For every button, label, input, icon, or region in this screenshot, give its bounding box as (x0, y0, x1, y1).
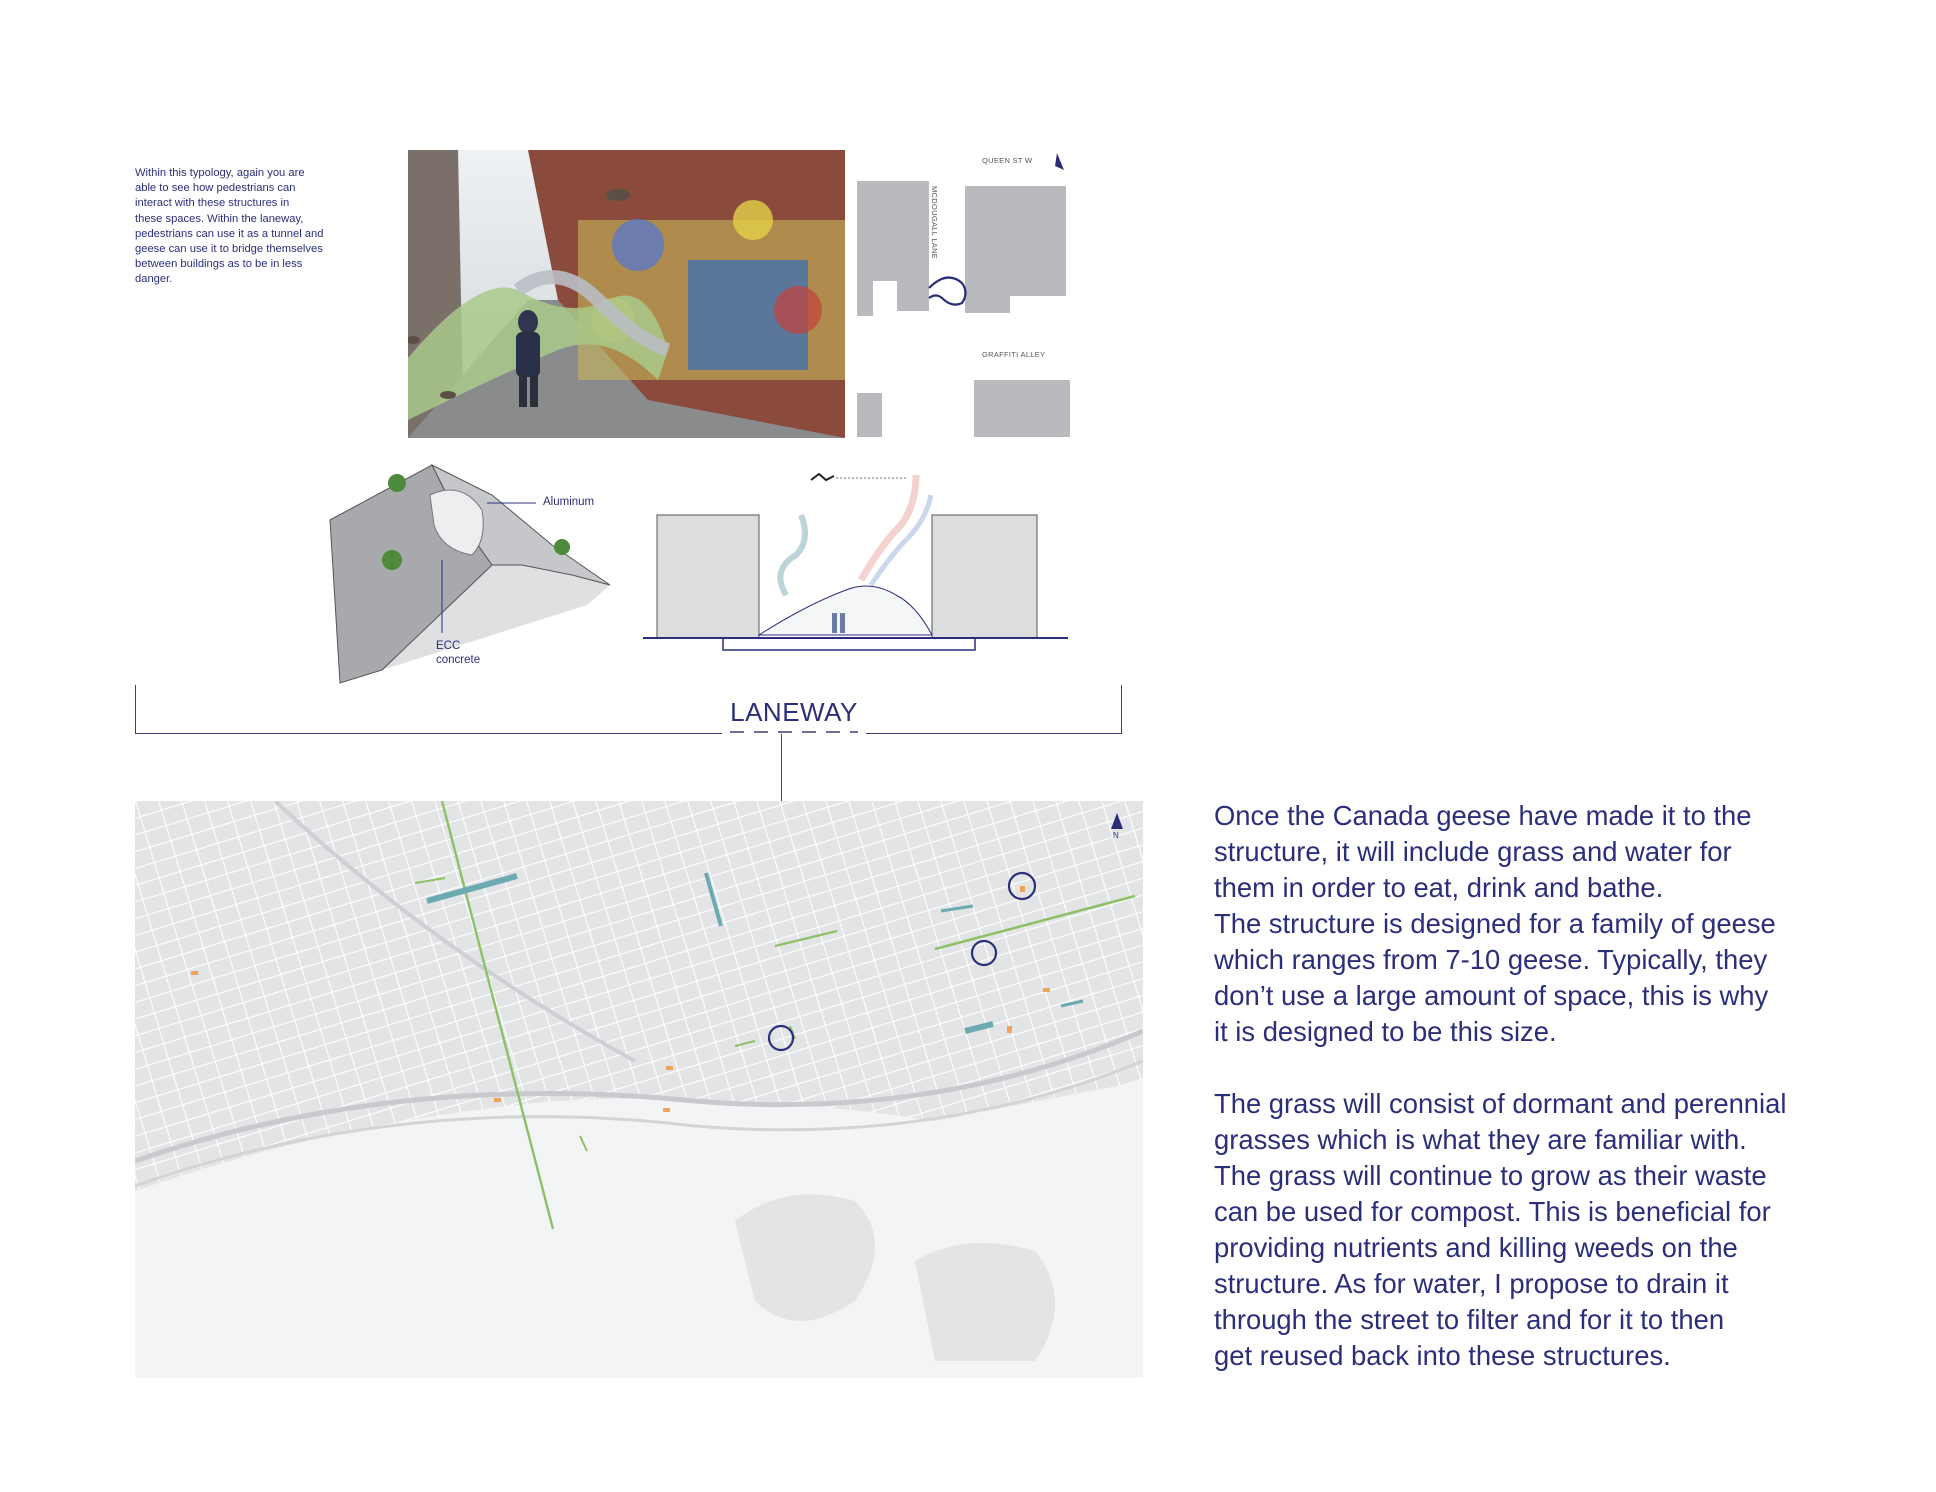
description-text (1214, 798, 1864, 1410)
north-label: N (1113, 831, 1119, 840)
city-map (135, 801, 1143, 1378)
description-paragraph-2: The grass will consist of dormant and perennial grasses which is what they are familiar with. The grass will continue to grow as their waste can be used for compost. This is beneficial for providing nutrients and killing weeds on the structure. As for water, I propose to drain it through the street to filter and for it to then get reused back into these structures. (1214, 1088, 1787, 1371)
description-paragraph-1: Once the Canada geese have made it to the structure, it will include grass and water for them in order to eat, drink and bathe. The structure is designed for a family of geese which ranges from 7-10 geese. Typically, they don’t use a large amount of space, this is why it is designed to be this size. (1214, 800, 1776, 1047)
laneway-collage-image (408, 150, 845, 438)
laneway-bracket (135, 685, 1122, 734)
queen-street-label: QUEEN ST W (982, 156, 1033, 165)
ecc-concrete-label: ECC concrete (436, 640, 481, 666)
laneway-title: LANEWAY (730, 697, 858, 727)
material-model-diagram (322, 455, 622, 695)
title-underline (730, 731, 858, 733)
laneway-section-diagram (636, 455, 1076, 685)
graffiti-alley-label: GRAFFITI ALLEY (982, 350, 1046, 359)
site-plan (852, 148, 1074, 440)
mcdougall-lane-label: MCDOUGALL LANE (930, 186, 939, 260)
aluminum-label: Aluminum (543, 496, 595, 508)
intro-text: Within this typology, again you are able to see how pedestrians can interact with these structures in these spaces. Within the laneway, pedestrians can use it as a tunnel and geese can use it to bridge themselves between buildings as to be in less danger. (135, 167, 324, 286)
